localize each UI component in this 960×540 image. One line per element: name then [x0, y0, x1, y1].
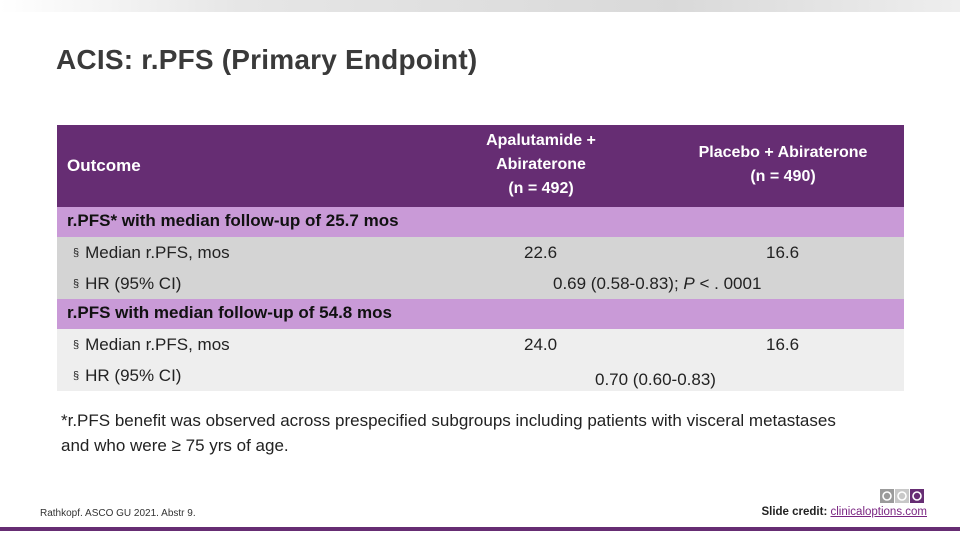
hazard-ratio-value [553, 274, 761, 294]
slide-title: ACIS: r.PFS (Primary Endpoint) [56, 44, 478, 75]
top-gradient-bar [0, 0, 960, 12]
header-placebo-arm [683, 141, 883, 189]
section-title: r.PFS with median follow-up of 54.8 mos [67, 303, 392, 322]
section-row-25-7 [57, 207, 904, 237]
footnote [61, 408, 921, 458]
arm1-value: 22.6 [524, 243, 558, 262]
table-row [57, 329, 904, 360]
hazard-ratio-value: 0.70 (0.60-0.83) [595, 370, 716, 389]
table-header-row [57, 125, 904, 207]
credit-link[interactable]: clinicaloptions.com [830, 506, 927, 518]
section-title: r.PFS* with median follow-up of 25.7 mos [67, 211, 399, 230]
row-label [73, 335, 230, 355]
footnote-line2: and who were ≥ 75 yrs of age. [61, 436, 289, 455]
arm2-value: 16.6 [766, 335, 800, 354]
p-symbol: P [683, 274, 695, 293]
bullet-icon: § [73, 339, 80, 351]
footnote-line1: *r.PFS benefit was observed across prespecified subgroups including patients with visceral metastases [61, 411, 836, 430]
row-label-text: HR (95% CI) [85, 274, 182, 293]
header-arm2-line1: Placebo + Abiraterone [698, 144, 868, 161]
header-arm1-line1: Apalutamide + [486, 132, 596, 149]
header-apalutamide-arm [441, 129, 641, 201]
cco-logo-icon [880, 489, 924, 503]
header-arm2-line2: (n = 490) [750, 168, 816, 185]
slide-credit [761, 506, 927, 518]
row-label [73, 366, 181, 386]
section-row-54-8 [57, 299, 904, 329]
table-row [57, 237, 904, 268]
hr-value-prefix: 0.69 (0.58-0.83); [553, 274, 684, 293]
row-label-text: Median r.PFS, mos [85, 243, 230, 262]
bullet-icon: § [73, 278, 80, 290]
header-arm1-line3: (n = 492) [508, 180, 574, 197]
arm1-value: 24.0 [524, 335, 558, 354]
bottom-accent-bar [0, 527, 960, 531]
bullet-icon: § [73, 247, 80, 259]
arm2-value: 16.6 [766, 243, 800, 262]
citation: Rathkopf. ASCO GU 2021. Abstr 9. [40, 508, 196, 519]
hr-value-suffix: < . 0001 [694, 274, 762, 293]
header-arm1-line2: Abiraterone [496, 156, 586, 173]
row-label [73, 274, 181, 294]
row-label [73, 243, 230, 263]
results-table [57, 125, 904, 391]
header-outcome: Outcome [67, 156, 141, 175]
row-label-text: Median r.PFS, mos [85, 335, 230, 354]
row-label-text: HR (95% CI) [85, 366, 182, 385]
bullet-icon: § [73, 370, 80, 382]
table-row [57, 268, 904, 299]
credit-label: Slide credit: [761, 506, 831, 518]
table-row [57, 360, 904, 391]
